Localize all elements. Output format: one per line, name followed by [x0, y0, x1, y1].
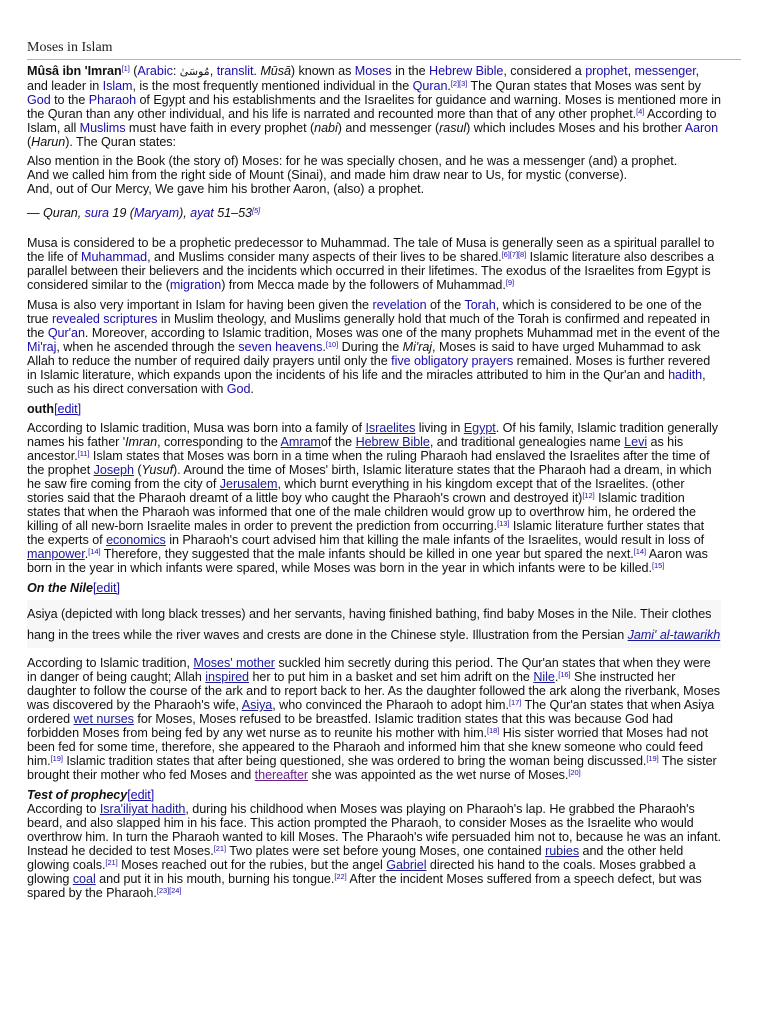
citation-link[interactable]: [14]	[88, 547, 101, 556]
section-heading-nile: On the Nile[edit]	[27, 581, 120, 595]
intro-paragraph: Mûsâ ibn 'Imran[1] (Arabic: مُوسَىٰ, translit. Mūsā) known as Moses in the Hebrew Bible, considered a prophet, messenger, and leader in Islam, is the most frequently mentioned individual in the Quran.[2][3] The Quran states that Moses was sent by God to the Pharaoh of Egypt and his establishments and the Israelites for guidance and warning. Moses is mentioned more in the Quran than any other individual, and his life is narrated and recounted more than that of any other prophet.[4] According to Islam, all Muslims must have faith in every prophet (nabi) and messenger (rasul) which includes Moses and his brother Aaron (Harun). The Quran states:	[27, 64, 721, 149]
gabriel-link[interactable]: Gabriel	[386, 858, 427, 872]
quran-link[interactable]: Qur'an	[47, 326, 85, 340]
edit-link[interactable]: [edit]	[92, 581, 120, 595]
birth-paragraph: According to Islamic tradition, Musa was born into a family of Israelites living in Egypt. Of his family, Islamic tradition generally names his father 'Imran, corresponding to the Amramof the Hebrew Bible, and traditional genealogies name Levi as his ancestor.[11] Islam states that Moses was born in a time when the ruling Pharaoh had enslaved the Israelites after the time of the prophet Joseph (Yusuf). Around the time of Moses' birth, Islamic literature states that the Pharaoh had a dream, in which he saw fire coming from the city of Jerusalem, which burnt everything in his kingdom except that of the Israelites. (other stories said that the Pharaoh dreamt of a little boy who caught the Pharaoh's crown and destroyed it)[12] Islamic tradition states that when the Pharaoh was informed that one of the male children would grow up to overthrow him, he ordered the killing of all new-born Israelite males in order to prevent the prediction from occurring.[13] Islamic literature further states that the experts of economics in Pharaoh's court advised him that killing the male infants of the Israelites, would result in loss of manpower.[14] Therefore, they suggested that the male infants should be killed in one year but spared the next.[14] Aaron was born in the year in which infants were spared, while Moses was born in the year in which infants were to be killed.[15]	[27, 421, 718, 575]
israiliyat-hadith-link[interactable]: Isra'iliyat hadith	[99, 802, 186, 816]
nile-link[interactable]: Nile	[533, 670, 555, 684]
quran-link[interactable]: Quran	[412, 79, 448, 93]
god-link[interactable]: God	[226, 382, 251, 396]
rubies-link[interactable]: rubies	[545, 844, 580, 858]
wet-nurses-link[interactable]: wet nurses	[73, 712, 134, 726]
citation-link[interactable]: [15]	[651, 561, 665, 570]
maryam-link[interactable]: Maryam	[133, 206, 180, 220]
citation-link[interactable]: [21]	[105, 858, 118, 867]
miraj-link[interactable]: Mi'raj	[27, 340, 57, 354]
prophecy-paragraph: According to Isra'iliyat hadith, during his childhood when Moses was playing on Pharaoh's lap. He grabbed the Pharaoh's beard, and also slapped him in his face. This action prompted the Pharaoh, to consider Moses as the Israelite who would overthrow him. In turn the Pharaoh wanted to kill Moses. The Pharaoh's wife persuaded him not to, because he was an infant. Instead he decided to test Moses.[21] Two plates were set before young Moses, one contained rubies and the other held glowing coals.[21] Moses reached out for the rubies, but the angel Gabriel directed his hand to the coals. Moses grabbed a glowing coal and put it in his mouth, burning his tongue.[22] After the incident Moses suffered from a speech defect, but was spared by the Pharaoh.[23][24]	[27, 802, 721, 900]
five-prayers-link[interactable]: five obligatory prayers	[391, 354, 514, 368]
economics-link[interactable]: economics	[106, 533, 166, 547]
title-divider	[27, 59, 741, 60]
article-body	[27, 64, 721, 906]
citation-link[interactable]: [11]	[77, 449, 90, 458]
torah-link[interactable]: Torah	[464, 298, 496, 312]
quran-blockquote	[27, 154, 721, 196]
citation-link[interactable]: [1]	[121, 64, 130, 73]
ayat-link[interactable]: ayat	[190, 206, 214, 220]
scriptures-link[interactable]: revealed scriptures	[51, 312, 158, 326]
citation-link[interactable]: [22]	[334, 872, 347, 881]
citation-link[interactable]: [16]	[558, 670, 571, 679]
edit-link[interactable]: [edit]	[54, 402, 82, 416]
citation-link[interactable]: [9]	[505, 278, 515, 287]
citation-link[interactable]: [2][3]	[450, 79, 468, 88]
hadith-link[interactable]: hadith	[668, 368, 703, 382]
manpower-link[interactable]: manpower	[27, 547, 85, 561]
sura-link[interactable]: sura	[84, 206, 109, 220]
muhammad-link[interactable]: Muhammad	[81, 250, 148, 264]
citation-link[interactable]: [6][7][8]	[501, 250, 527, 259]
citation-link[interactable]: [10]	[325, 340, 339, 349]
messenger-link[interactable]: messenger	[634, 64, 696, 78]
prophet-link[interactable]: prophet	[585, 64, 628, 78]
amram-link[interactable]: Amram	[280, 435, 321, 449]
citation-link[interactable]: [17]	[508, 698, 522, 707]
jami-tawarikh-link[interactable]: Jami' al-tawarikh	[627, 627, 721, 642]
citation-link[interactable]: [12]	[582, 491, 595, 500]
thereafter-link[interactable]: thereafter	[254, 768, 309, 782]
aaron-link[interactable]: Aaron	[684, 121, 719, 135]
translit-link[interactable]: translit	[216, 64, 254, 78]
seven-heavens-link[interactable]: seven heavens	[238, 340, 323, 354]
coal-link[interactable]: coal	[72, 872, 96, 886]
citation-link[interactable]: [5]	[252, 206, 261, 215]
edit-link[interactable]: [edit]	[127, 788, 155, 802]
migration-link[interactable]: migration	[169, 278, 222, 292]
jerusalem-link[interactable]: Jerusalem	[219, 477, 278, 491]
hebrew-bible-link[interactable]: Hebrew Bible	[355, 435, 430, 449]
god-link[interactable]: God	[27, 93, 51, 107]
muslims-link[interactable]: Muslims	[79, 121, 126, 135]
citation-link[interactable]: [19]	[50, 754, 63, 763]
citation-link[interactable]: [23][24]	[156, 886, 182, 895]
hebrew-bible-link[interactable]: Hebrew Bible	[429, 64, 504, 78]
citation-link[interactable]: [21]	[213, 844, 226, 853]
moses-link[interactable]: Moses	[354, 64, 392, 78]
citation-link[interactable]: [13]	[497, 519, 510, 528]
arabic-script: مُوسَىٰ	[179, 65, 210, 78]
arabic-link[interactable]: Arabic	[137, 64, 173, 78]
document-title: Moses in Islam	[27, 40, 113, 55]
citation-link[interactable]: [14]	[633, 547, 647, 556]
quote-citation: — Quran, sura 19 (Maryam), ayat 51–53[5]	[27, 206, 261, 220]
citation-link[interactable]: [19]	[646, 754, 659, 763]
citation-link[interactable]: [18]	[487, 726, 500, 735]
section-heading-prophecy: Test of prophecy[edit]	[27, 788, 155, 802]
quote-line: And we called him from the right side of Mount (Sinai), and made him draw near to Us, for mystic (converse).	[27, 168, 628, 182]
israelites-link[interactable]: Israelites	[365, 421, 416, 435]
pharaoh-link[interactable]: Pharaoh	[88, 93, 137, 107]
subject-name: Mûsâ ibn 'Imran	[27, 64, 122, 78]
citation-link[interactable]: [20]	[568, 768, 581, 777]
section-heading-youth: outh[edit]	[27, 402, 82, 416]
citation-link[interactable]: [4]	[636, 107, 645, 116]
asiya-link[interactable]: Asiya	[241, 698, 273, 712]
quote-line: And, out of Our Mercy, We gave him his brother Aaron, (also) a prophet.	[27, 182, 425, 196]
moses-mother-link[interactable]: Moses' mother	[193, 656, 275, 670]
torah-paragraph: Musa is also very important in Islam for having been given the revelation of the Torah, which is considered to be one of the true revealed scriptures in Muslim theology, and Muslims generally hold that much of the Torah is confirmed and repeated in the Qur'an. Moreover, according to Islamic tradition, Moses was one of the many prophets Muhammad met in the event of the Mi'raj, when he ascended through the seven heavens.[10] During the Mi'raj, Moses is said to have urged Muhammad to ask Allah to reduce the number of required daily prayers until only the five obligatory prayers remained. Moses is further revered in Islamic literature, which expands upon the incidents of his life and the miracles attributed to him in the Qur'an and hadith, such as his direct conversation with God.	[27, 298, 720, 396]
egypt-link[interactable]: Egypt	[463, 421, 496, 435]
quote-line: Also mention in the Book (the story of) Moses: for he was specially chosen, and he was a messenger (and) a prophet.	[27, 154, 678, 168]
revelation-link[interactable]: revelation	[372, 298, 427, 312]
nile-paragraph: According to Islamic tradition, Moses' mother suckled him secretly during this period. The Qur'an states that when they were in danger of being caught; Allah inspired her to put him in a basket and set him adrift on the Nile.[16] She instructed her daughter to follow the course of the ark and to report back to her. As the daughter followed the ark along the riverbank, Moses was discovered by the Pharaoh's wife, Asiya, who convinced the Pharaoh to adopt him.[17] The Qur'an states that when Asiya ordered wet nurses for Moses, Moses refused to be breastfed. Islamic tradition states that this was because God had forbidden Moses from being fed by any wet nurse as to reunite his mother with him.[18] His sister worried that Moses had not been fed for some time, therefore, she appeared to the Pharaoh and informed him that she knew someone who could feed him.[19] Islamic tradition states that after being questioned, she was ordered to bring the woman being discussed.[19] The sister brought their mother who fed Moses and thereafter she was appointed as the wet nurse of Moses.[20]	[27, 656, 721, 782]
levi-link[interactable]: Levi	[624, 435, 648, 449]
parallel-paragraph: Musa is considered to be a prophetic predecessor to Muhammad. The tale of Musa is generally seen as a spiritual parallel to the life of Muhammad, and Muslims consider many aspects of their lives to be shared.[6][7][8] Islamic literature also describes a parallel between their believers and the incidents which occurred in their lifetimes. The exodus of the Israelites from Egypt is considered similar to the (migration) from Mecca made by the followers of Muhammad.[9]	[27, 236, 715, 292]
islam-link[interactable]: Islam	[102, 79, 133, 93]
inspired-link[interactable]: inspired	[205, 670, 249, 684]
joseph-link[interactable]: Joseph	[93, 463, 134, 477]
image-caption: Asiya (depicted with long black tresses) and her servants, having finished bathing, find baby Moses in the Nile. Their clothes hang in the trees while the river waves and crests are done in the Chinese style. Illustration from the Persian Jami' al-tawarikh	[27, 600, 721, 648]
